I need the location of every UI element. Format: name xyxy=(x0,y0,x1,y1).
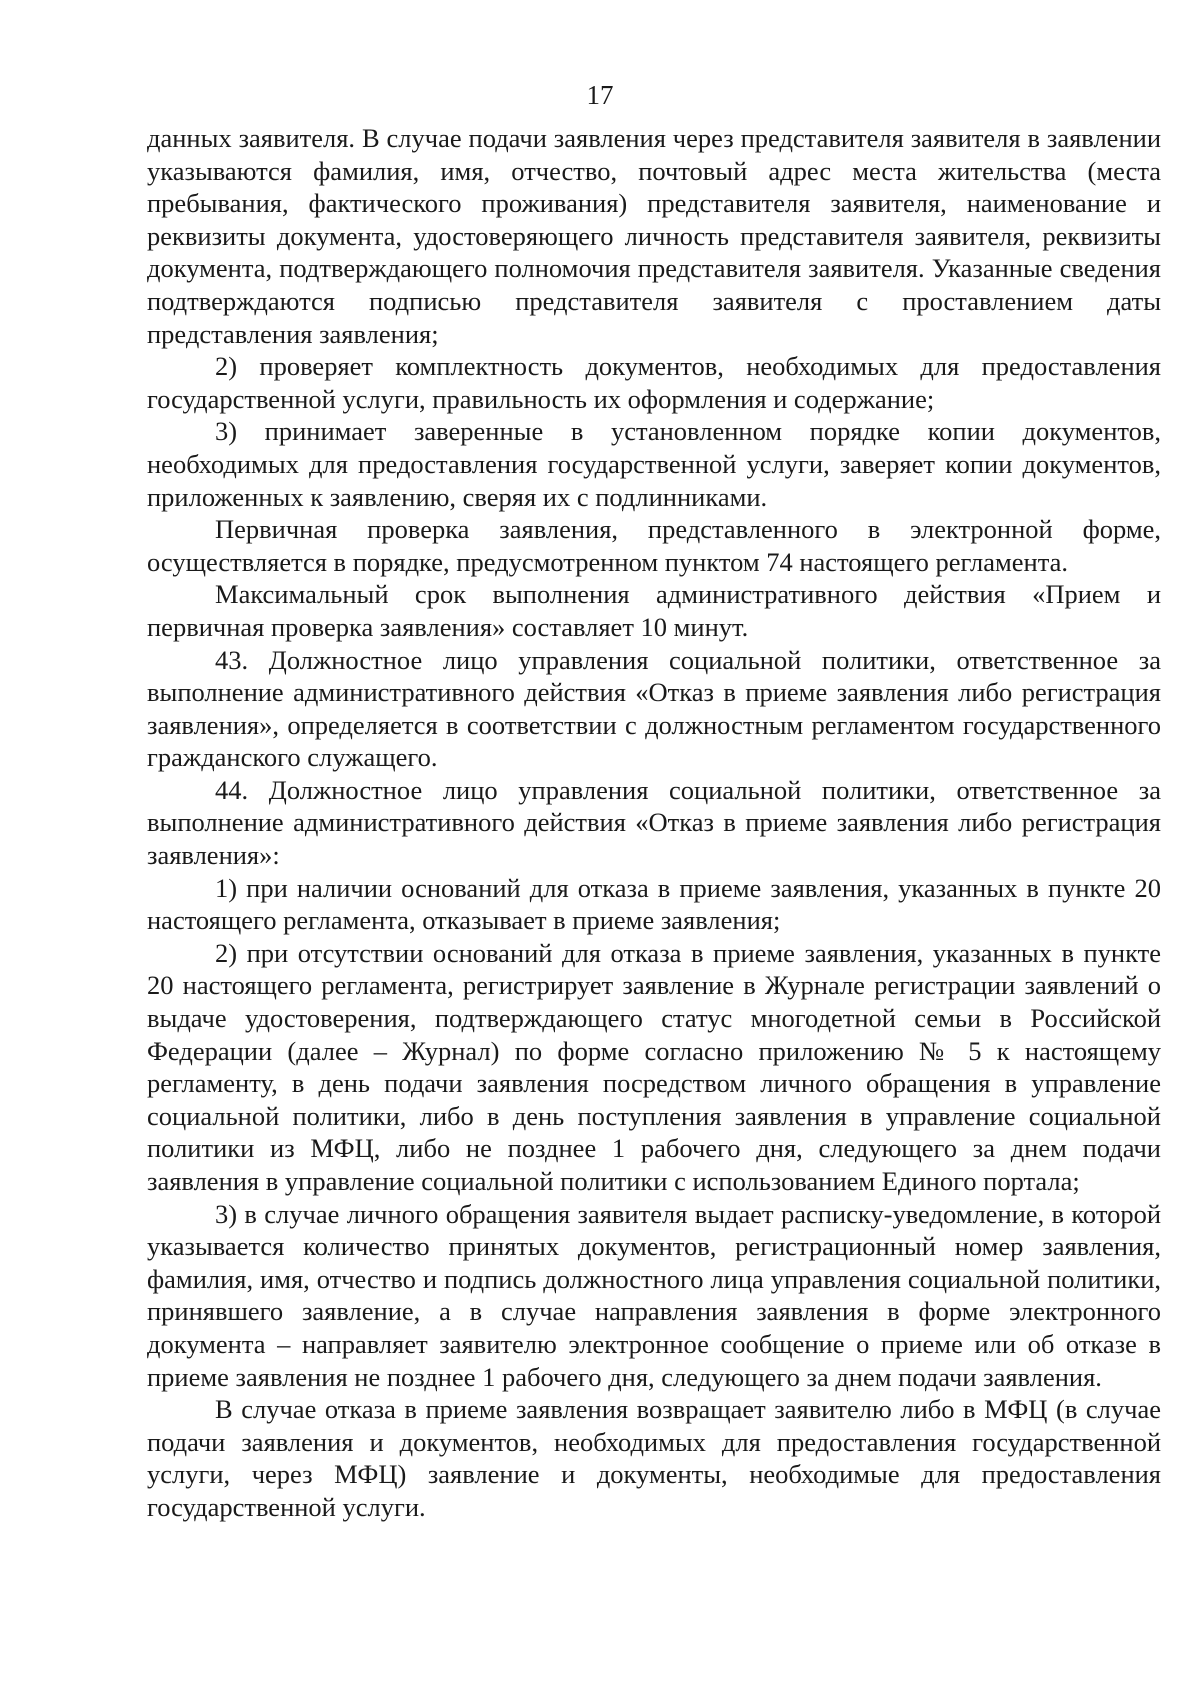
paragraph: 3) в случае личного обращения заявителя выдает расписку-уведомление, в которой указывается количество принятых документов, регистрационный номер заявления, фамилия, имя, отчество и подпись должностного лица управления социальной политики, принявшего заявление, а в случае направления заявления в форме электронного документа – направляет заявителю электронное сообщение о приеме или об отказе в приеме заявления не позднее 1 рабочего дня, следующего за днем подачи заявления. xyxy=(147,1198,1161,1392)
paragraph: 2) проверяет комплектность документов, необходимых для предоставления государственной услуги, правильность их оформления и содержание; xyxy=(147,351,1161,414)
page-number: 17 xyxy=(586,80,614,110)
paragraph: 2) при отсутствии оснований для отказа в приеме заявления, указанных в пункте 20 настоящего регламента, регистрирует заявление в Журнале регистрации заявлений о выдаче удостоверения, подтверждающего статус многодетной семьи в Российской Федерации (далее – Журнал) по форме согласно приложению № 5 к настоящему регламенту, в день подачи заявления посредством личного обращения в управление социальной политики, либо в день поступления заявления в управление социальной политики из МФЦ, либо не позднее 1 рабочего дня, следующего за днем подачи заявления в управление социальной политики с использованием Единого портала; xyxy=(147,937,1161,1196)
paragraph: данных заявителя. В случае подачи заявления через представителя заявителя в заявлении указываются фамилия, имя, отчество, почтовый адрес места жительства (места пребывания, фактического проживания) представителя заявителя, наименование и реквизиты документа, удостоверяющего личность представителя заявителя, реквизиты документа, подтверждающего полномочия представителя заявителя. Указанные сведения подтверждаются подписью представителя заявителя с проставлением даты представления заявления; xyxy=(147,123,1161,349)
paragraph: 3) принимает заверенные в установленном порядке копии документов, необходимых для предоставления государственной услуги, заверяет копии документов, приложенных к заявлению, сверяя их с подлинниками. xyxy=(147,416,1161,512)
paragraph: 1) при наличии оснований для отказа в приеме заявления, указанных в пункте 20 настоящего регламента, отказывает в приеме заявления; xyxy=(147,872,1161,936)
paragraph: В случае отказа в приеме заявления возвращает заявителю либо в МФЦ (в случае подачи заявления и документов, необходимых для предоставления государственной услуги, через МФЦ) заявление и документы, необходимые для предоставления государственной услуги. xyxy=(147,1394,1161,1522)
paragraph: 43. Должностное лицо управления социальной политики, ответственное за выполнение административного действия «Отказ в приеме заявления либо регистрация заявления», определяется в соответствии с должностным регламентом государственного гражданского служащего. xyxy=(147,644,1161,773)
paragraph: Максимальный срок выполнения административного действия «Прием и первичная проверка заявления» составляет 10 минут. xyxy=(147,579,1161,642)
paragraph: Первичная проверка заявления, представленного в электронной форме, осуществляется в порядке, предусмотренном пунктом 74 настоящего регламента. xyxy=(147,514,1161,577)
document-body xyxy=(147,122,1161,1524)
paragraph: 44. Должностное лицо управления социальной политики, ответственное за выполнение административного действия «Отказ в приеме заявления либо регистрация заявления»: xyxy=(147,774,1161,871)
